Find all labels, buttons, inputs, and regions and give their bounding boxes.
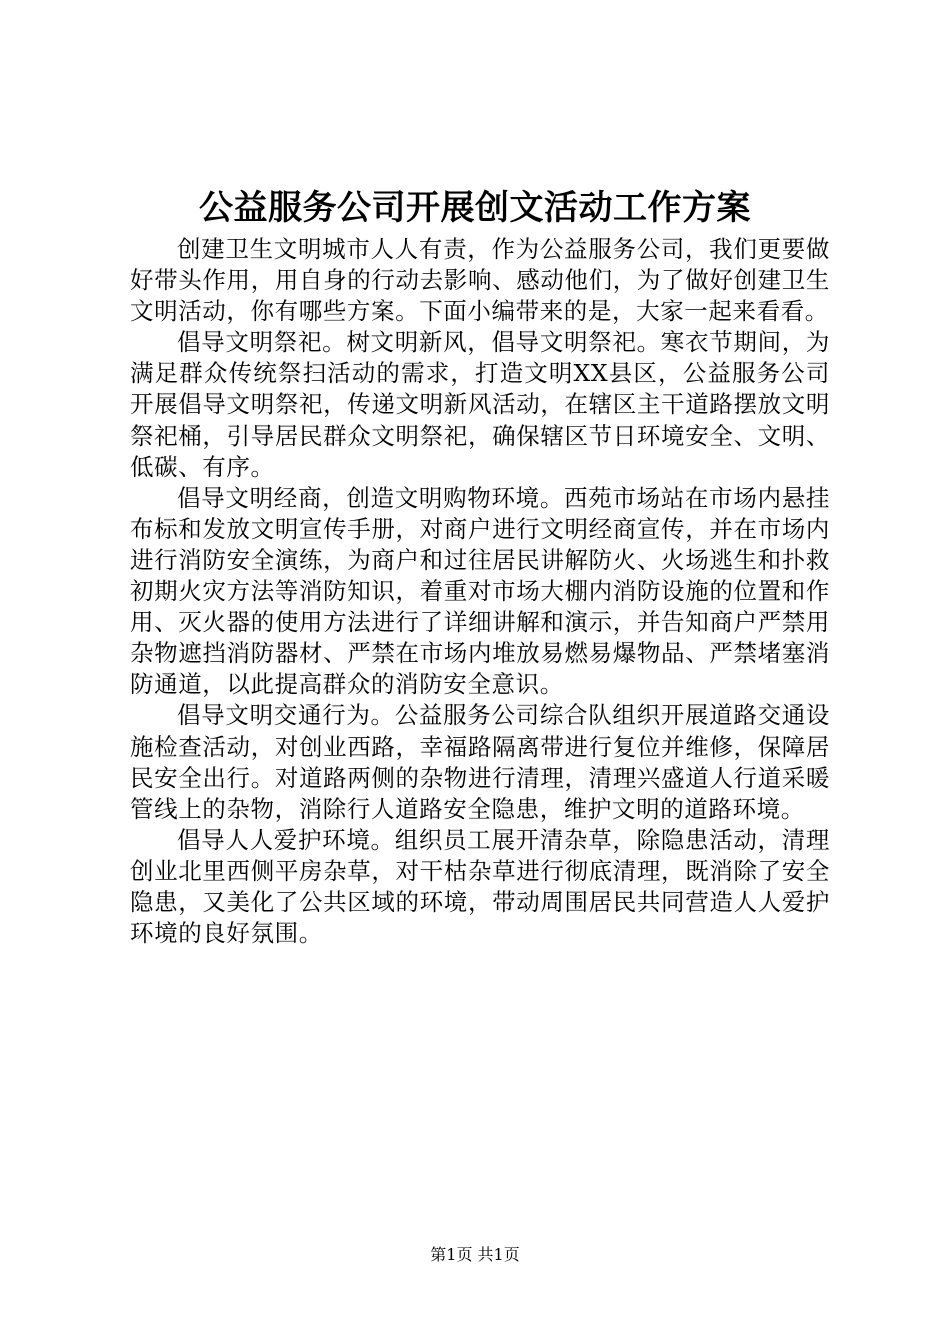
document-title: 公益服务公司开展创文活动工作方案 [199, 188, 751, 228]
page-number-footer: 第1页 共1页 [430, 1245, 520, 1264]
paragraph-intro: 创建卫生文明城市人人有责，作为公益服务公司，我们更要做好带头作用，用自身的行动去影响、感动他们，为了做好创建卫生文明活动，你有哪些方案。下面小编带来的是，大家一起来看看。 [130, 235, 830, 326]
document-body [130, 234, 830, 949]
paragraph-civilized-traffic: 倡导文明交通行为。公益服务公司综合队组织开展道路交通设施检查活动，对创业西路，幸福路隔离带进行复位并维修，保障居民安全出行。对道路两侧的杂物进行清理，清理兴盛道人行道采暖管线上的杂物，消除行人道路安全隐患，维护文明的道路环境。 [130, 701, 830, 823]
paragraph-civilized-worship: 倡导文明祭祀。树文明新风，倡导文明祭祀。寒衣节期间，为满足群众传统祭扫活动的需求，打造文明XX县区，公益服务公司开展倡导文明祭祀，传递文明新风活动，在辖区主干道路摆放文明祭祀桶，引导居民群众文明祭祀，确保辖区节日环境安全、文明、低碳、有序。 [130, 328, 830, 481]
paragraph-civilized-business: 倡导文明经商，创造文明购物环境。西苑市场站在市场内悬挂布标和发放文明宣传手册，对商户进行文明经商宣传，并在市场内进行消防安全演练，为商户和过往居民讲解防火、火场逃生和扑救初期火灾方法等消防知识，着重对市场大棚内消防设施的位置和作用、灭火器的使用方法进行了详细讲解和演示，并告知商户严禁用杂物遮挡消防器材、严禁在市场内堆放易燃易爆物品、严禁堵塞消防通道，以此提高群众的消防安全意识。 [130, 483, 830, 699]
paragraph-environment-care: 倡导人人爱护环境。组织员工展开清杂草，除隐患活动，清理创业北里西侧平房杂草，对干枯杂草进行彻底清理，既消除了安全隐患，又美化了公共区域的环境，带动周围居民共同营造人人爱护环境的良好氛围。 [130, 825, 830, 948]
